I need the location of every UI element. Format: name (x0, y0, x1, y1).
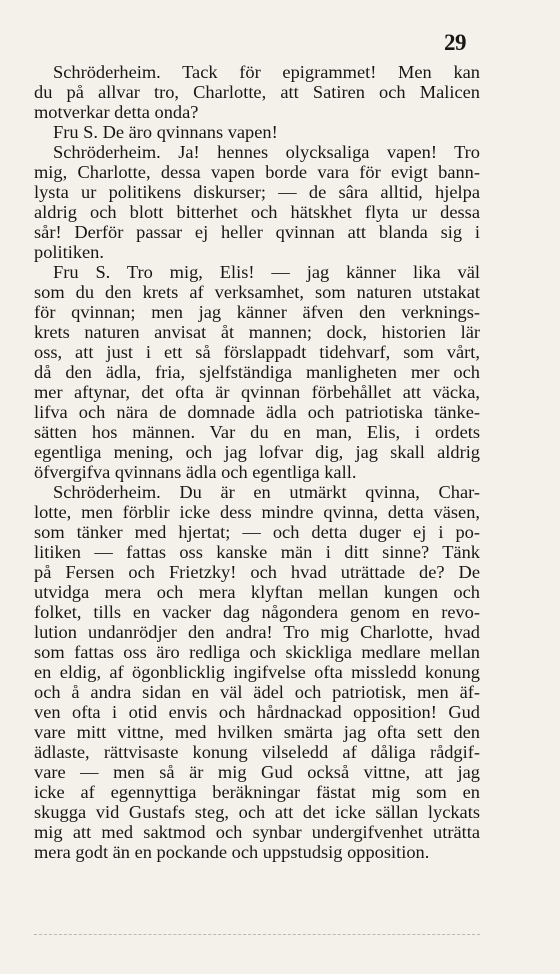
text-line: Schröderheim. Ja! hennes olycksaliga vapen! Tro (53, 142, 480, 162)
body-text (34, 62, 480, 862)
text-line: utvidga mera och mera klyftan mellan kungen och (34, 582, 480, 602)
text-line: egentliga mening, och jag lofvar dig, jag skall aldrig (34, 442, 480, 462)
text-line: en eldig, af ögonblicklig ingifvelse ofta missledd konung (34, 662, 480, 682)
text-line: icke af egennyttiga beräkningar fästat mig som en (34, 782, 480, 802)
text-line: oss, att just i ett så förslappadt tidehvarf, som vårt, (34, 342, 480, 362)
text-line: mig, Charlotte, dessa vapen borde vara för evigt bann- (34, 162, 480, 182)
text-line: litiken — fattas oss kanske män i ditt sinne? Tänk (34, 542, 480, 562)
text-line: politiken. (34, 242, 104, 262)
text-line: på Fersen och Frietzky! och hvad uträttade de? De (34, 562, 480, 582)
text-line: folket, tills en vacker dag någondera genom en revo- (34, 602, 480, 622)
text-line: som fattas oss äro redliga och skickliga medlare mellan (34, 642, 480, 662)
text-line: öfvergifva qvinnans ädla och egentliga kall. (34, 462, 357, 482)
text-line: mera godt än en pockande och uppstudsig opposition. (34, 842, 430, 862)
text-line: mer aftynar, det ofta är qvinnan förbehållet att väcka, (34, 382, 480, 402)
text-line: sår! Derför passar ej heller qvinnan att blanda sig i (34, 222, 480, 242)
page-number: 29 (444, 30, 466, 55)
text-line: som tänker med hjertat; — och detta duger ej i po- (34, 522, 480, 542)
text-line: ven ofta i otid envis och hårdnackad opposition! Gud (34, 702, 480, 722)
text-line: Fru S. Tro mig, Elis! — jag känner lika väl (53, 262, 480, 282)
text-line: och å andra sidan en väl ädel och patriotisk, men äf- (34, 682, 480, 702)
text-line: sätten hos männen. Var du en man, Elis, i ordets (34, 422, 480, 442)
text-line: vare mitt vittne, med hvilken smärta jag ofta sett den (34, 722, 480, 742)
text-line: lifva och nära de domnade ädla och patriotiska tänke- (34, 402, 480, 422)
text-line: lution undanrödjer den andra! Tro mig Charlotte, hvad (34, 622, 480, 642)
text-line: Schröderheim. Du är en utmärkt qvinna, Char- (53, 482, 480, 502)
page-edge-line (34, 934, 480, 935)
text-line: Schröderheim. Tack för epigrammet! Men kan (53, 62, 480, 82)
text-line: ädlaste, rättvisaste konung vilseledd af dåliga rådgif- (34, 742, 480, 762)
text-line: aldrig och blott bitterhet och hätskhet flyta ur dessa (34, 202, 480, 222)
text-line: krets naturen anvisat åt mannen; dock, historien lär (34, 322, 480, 342)
text-line: som du den krets af verksamhet, som naturen utstakat (34, 282, 480, 302)
text-line: du på allvar tro, Charlotte, att Satiren och Malicen (34, 82, 480, 102)
text-line: mig att med saktmod och synbar undergifvenhet uträtta (34, 822, 480, 842)
text-line: lysta ur politikens diskurser; — de sâra alltid, hjelpa (34, 182, 480, 202)
text-line: då den ädla, fria, sjelfständiga manligheten mer och (34, 362, 480, 382)
text-line: motverkar detta onda? (34, 102, 199, 122)
text-line: för qvinnan; men jag känner äfven den verknings- (34, 302, 480, 322)
text-line: skugga vid Gustafs steg, och att det icke sällan lyckats (34, 802, 480, 822)
text-line: lotte, men förblir icke dess mindre qvinna, detta väsen, (34, 502, 480, 522)
text-line: Fru S. De äro qvinnans vapen! (53, 122, 278, 142)
text-line: vare — men så är mig Gud också vittne, att jag (34, 762, 480, 782)
